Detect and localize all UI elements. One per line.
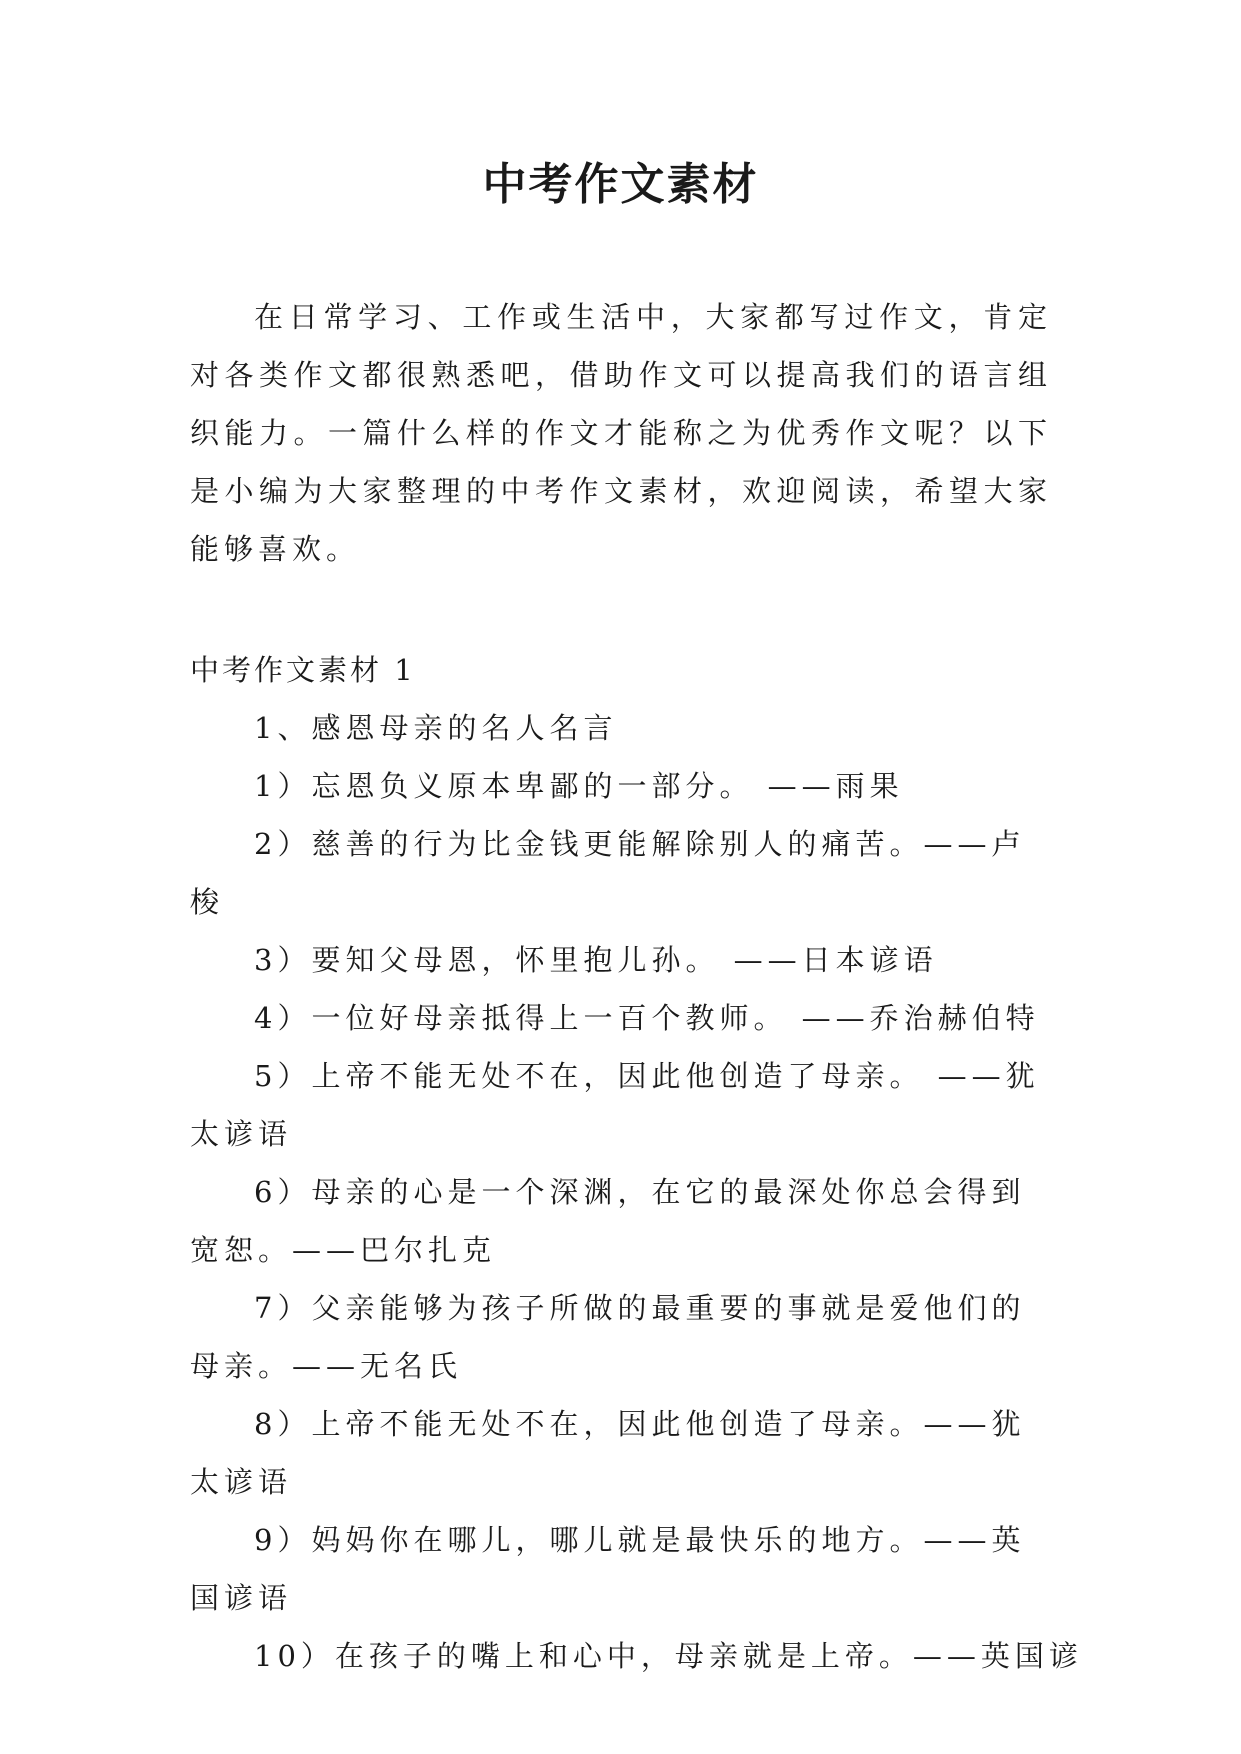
document-body: [190, 288, 1083, 1685]
quote-item: 7）父亲能够为孩子所做的最重要的事就是爱他们的母亲。——无名氏: [190, 1291, 1026, 1383]
quote-item: 3）要知父母恩，怀里抱儿孙。 ——日本谚语: [254, 943, 938, 977]
document-title: 中考作文素材: [482, 159, 759, 210]
quote-item: 5）上帝不能无处不在，因此他创造了母亲。 ——犹太谚语: [190, 1059, 1040, 1151]
quote-item: 1）忘恩负义原本卑鄙的一部分。 ——雨果: [254, 769, 904, 803]
subheading: 1、感恩母亲的名人名言: [254, 711, 618, 745]
quote-item: 10）在孩子的嘴上和心中，母亲就是上帝。——英国谚: [254, 1639, 1083, 1673]
intro-paragraph: 在日常学习、工作或生活中，大家都写过作文，肯定对各类作文都很熟悉吧，借助作文可以提高我们的语言组织能力。一篇什么样的作文才能称之为优秀作文呢？以下是小编为大家整理的中考作文素材，欢迎阅读，希望大家能够喜欢。: [190, 300, 1052, 566]
quote-item: 9）妈妈你在哪儿，哪儿就是最快乐的地方。——英国谚语: [190, 1523, 1026, 1615]
section-heading: 中考作文素材 1: [190, 653, 416, 687]
quote-item: 4）一位好母亲抵得上一百个教师。 ——乔治赫伯特: [254, 1001, 1040, 1035]
quote-item: 8）上帝不能无处不在，因此他创造了母亲。——犹太谚语: [190, 1407, 1026, 1499]
quote-item: 2）慈善的行为比金钱更能解除别人的痛苦。——卢梭: [190, 827, 1026, 919]
quote-item: 6）母亲的心是一个深渊，在它的最深处你总会得到宽恕。——巴尔扎克: [190, 1175, 1026, 1267]
